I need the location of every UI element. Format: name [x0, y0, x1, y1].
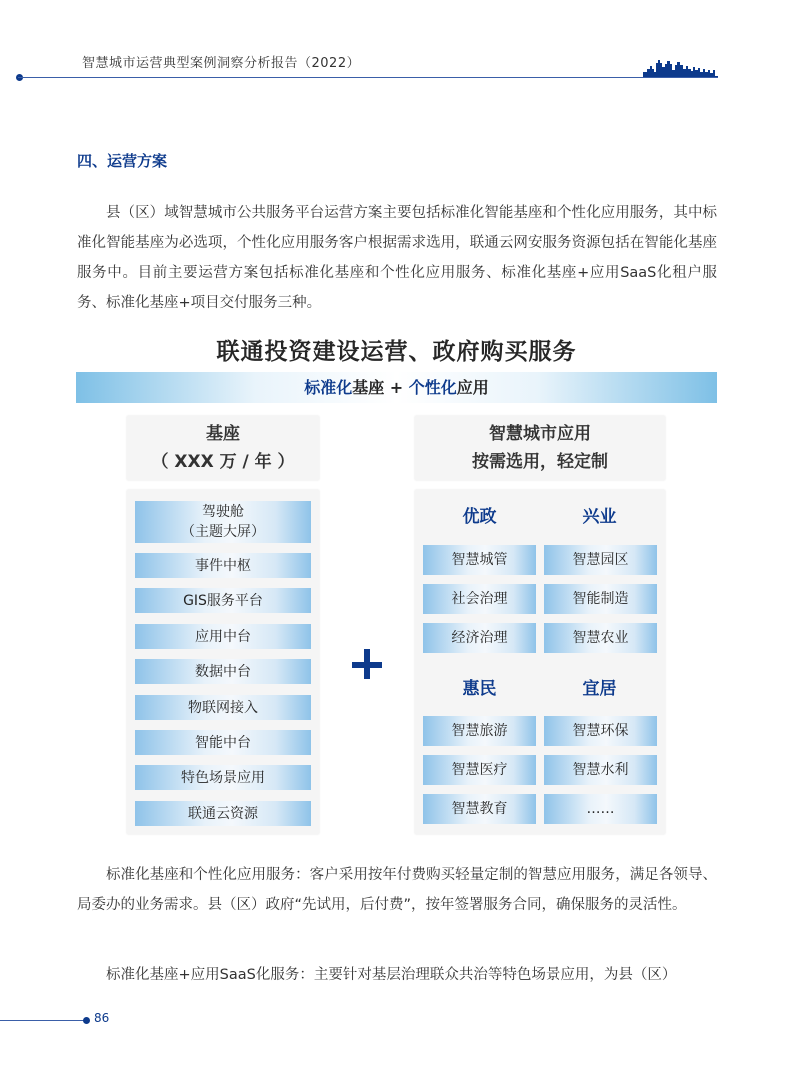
- banner-application: 应用: [456, 378, 489, 397]
- base-item-scenario-apps: 特色场景应用: [135, 765, 311, 790]
- category-label-industry: 兴业: [582, 507, 617, 527]
- app-item: 智慧城管: [423, 545, 536, 575]
- base-header-price: （ XXX 万 / 年 ）: [151, 452, 295, 472]
- section-heading: 四、运营方案: [77, 152, 168, 170]
- diagram-banner: [76, 372, 717, 403]
- app-item: 智慧医疗: [423, 755, 536, 785]
- app-item: 智慧教育: [423, 794, 536, 824]
- apps-header-box: [415, 416, 665, 480]
- apps-header-subtitle: 按需选用，轻定制: [472, 452, 608, 472]
- base-item-unicom-cloud: 联通云资源: [135, 801, 311, 826]
- base-item-iot-access: 物联网接入: [135, 695, 311, 720]
- base-item-cockpit: [135, 501, 311, 543]
- diagram-title: 联通投资建设运营、政府购买服务: [216, 339, 577, 365]
- base-item-ai-middle-platform: 智能中台: [135, 730, 311, 755]
- banner-standardized: 标准化: [304, 378, 353, 397]
- app-item-more: ……: [544, 794, 657, 824]
- base-item-sublabel: （主题大屏）: [181, 524, 265, 540]
- app-item: 智能制造: [544, 584, 657, 614]
- category-label-livability: 宜居: [582, 679, 617, 699]
- base-item-label: 驾驶舱: [202, 504, 244, 520]
- base-header-title: 基座: [206, 424, 240, 444]
- saas-paragraph-2: 标准化基座+应用SaaS化服务：主要针对基层治理联众共治等特色场景应用，为县（区）: [106, 967, 677, 983]
- base-item-data-middle-platform: 数据中台: [135, 659, 311, 684]
- report-title: 智慧城市运营典型案例洞察分析报告（2022）: [82, 56, 361, 71]
- header-divider: [18, 77, 718, 78]
- saas-paragraph-1: 标准化基座和个性化应用服务：客户采用按年付费购买轻量定制的智慧应用服务，满足各领导、局委办的业务需求。县（区）政府“先试用，后付费”，按年签署服务合同，确保服务的灵活性。: [77, 867, 717, 913]
- app-item: 智慧农业: [544, 623, 657, 653]
- banner-base: 基座 +: [352, 378, 409, 397]
- footer-divider: [0, 1020, 85, 1021]
- category-label-governance: 优政: [462, 507, 497, 527]
- city-skyline-icon: [643, 55, 718, 77]
- base-item-event-hub: 事件中枢: [135, 553, 311, 578]
- banner-personalized: 个性化: [408, 378, 457, 397]
- base-item-app-middle-platform: 应用中台: [135, 624, 311, 649]
- plus-icon: [352, 649, 382, 679]
- intro-paragraph: 县（区）域智慧城市公共服务平台运营方案主要包括标准化智能基座和个性化应用服务，其中标准化智能基座为必选项，个性化应用服务客户根据需求选用，联通云网安服务资源包括在智能化基座服务中。目前主要运营方案包括标准化基座和个性化应用服务、标准化基座+应用SaaS化租户服务、标准化基座+项目交付服务三种。: [77, 205, 717, 311]
- footer-dot: [83, 1017, 90, 1024]
- app-item: 经济治理: [423, 623, 536, 653]
- app-item: 智慧旅游: [423, 716, 536, 746]
- page-number: 86: [94, 1011, 110, 1025]
- app-item: 社会治理: [423, 584, 536, 614]
- base-header-box: [127, 416, 319, 480]
- app-item: 智慧水利: [544, 755, 657, 785]
- apps-header-title: 智慧城市应用: [489, 424, 591, 444]
- category-label-livelihood: 惠民: [462, 679, 497, 699]
- base-components-panel: [127, 490, 319, 834]
- base-item-gis-platform: GIS服务平台: [135, 588, 311, 613]
- smart-city-apps-panel: [415, 490, 665, 834]
- app-item: 智慧园区: [544, 545, 657, 575]
- app-item: 智慧环保: [544, 716, 657, 746]
